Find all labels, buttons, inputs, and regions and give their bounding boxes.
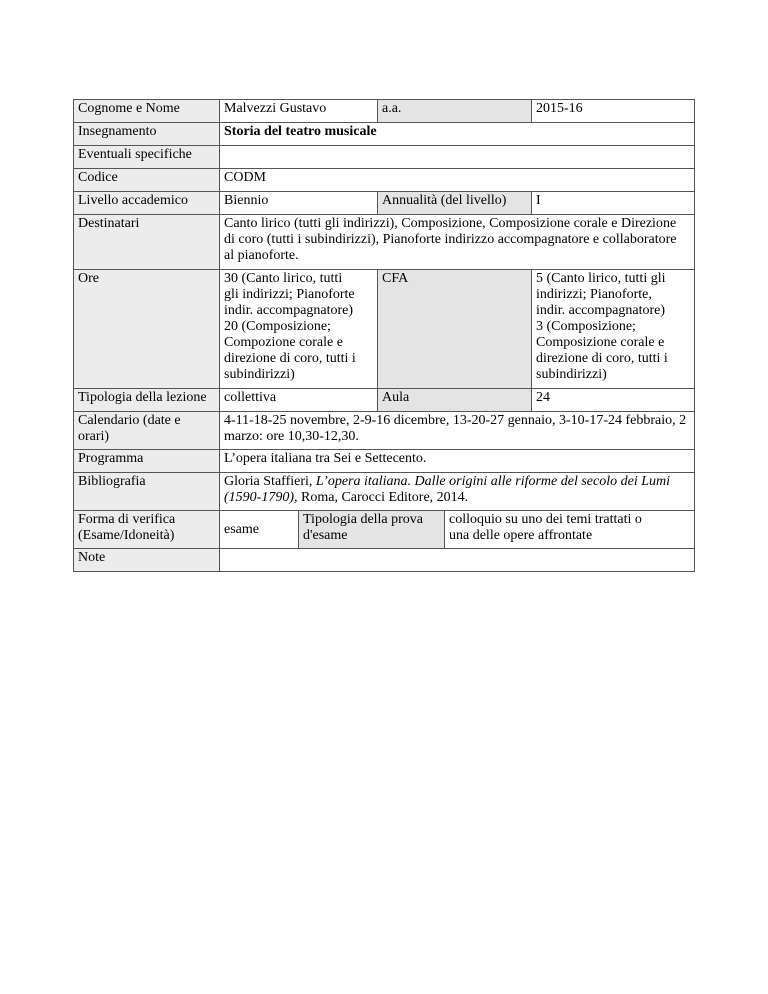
course-info-table (73, 99, 695, 572)
value-destinatari: Canto lirico (tutti gli indirizzi), Composizione, Composizione corale e Direzione di coro (tutti i subindirizzi), Pianoforte indirizzo accompagnatore e collaboratore al pianoforte. (224, 216, 677, 263)
label-codice: Codice (74, 169, 220, 191)
row-programma (73, 450, 695, 473)
value-tipologia: collettiva (224, 390, 277, 405)
label-aa: a.a. (377, 100, 531, 122)
ore-line: 20 (Composizione; (224, 319, 331, 334)
cfa-line: indir. accompagnatore) (536, 303, 666, 318)
cfa-line: subindirizzi) (536, 367, 607, 382)
row-insegnamento (73, 123, 695, 146)
label-note: Note (74, 549, 220, 571)
label-destinatari: Destinatari (74, 215, 220, 269)
row-codice (73, 169, 695, 192)
label-verifica (74, 511, 220, 548)
row-tipologia (73, 389, 695, 412)
value-specifiche (220, 146, 694, 168)
label-cfa: CFA (377, 270, 531, 388)
calendario-label-line: Calendario (date e (78, 413, 181, 428)
value-annualita: I (531, 192, 694, 214)
label-ore: Ore (74, 270, 220, 388)
ore-line: Compozione corale e (224, 335, 343, 350)
label-annualita: Annualità (del livello) (377, 192, 531, 214)
label-nome: Cognome e Nome (74, 100, 220, 122)
ore-line: indir. accompagnatore) (224, 303, 354, 318)
value-nome: Malvezzi Gustavo (224, 101, 327, 116)
prova-line: colloquio su uno dei temi trattati o (449, 512, 642, 527)
ore-line: gli indirizzi; Pianoforte (224, 287, 355, 302)
bib-author: Gloria Staffieri, (224, 474, 316, 489)
prova-label-line: d'esame (303, 528, 348, 543)
value-aula: 24 (531, 389, 694, 411)
row-destinatari (73, 215, 695, 270)
label-tipologia: Tipologia della lezione (74, 389, 220, 411)
value-note (220, 549, 694, 571)
label-programma: Programma (74, 450, 220, 472)
label-bibliografia: Bibliografia (74, 473, 220, 510)
value-codice: CODM (224, 170, 267, 185)
value-programma: L’opera italiana tra Sei e Settecento. (224, 451, 427, 466)
value-insegnamento: Storia del teatro musicale (224, 124, 377, 139)
verifica-label-line: Forma di verifica (78, 512, 176, 527)
prova-label-line: Tipologia della prova (303, 512, 424, 527)
calendario-label-line: orari) (78, 429, 110, 444)
row-verifica (73, 511, 695, 549)
cfa-line: 5 (Canto lirico, tutti gli (536, 271, 666, 286)
cfa-line: direzione di coro, tutti i (536, 351, 668, 366)
row-livello (73, 192, 695, 215)
label-specifiche: Eventuali specifiche (74, 146, 220, 168)
row-bibliografia (73, 473, 695, 511)
bib-publisher: , Roma, Carocci Editore, 2014. (294, 490, 469, 505)
label-aula: Aula (377, 389, 531, 411)
ore-line: subindirizzi) (224, 367, 295, 382)
row-specifiche (73, 146, 695, 169)
row-note (73, 549, 695, 572)
bib-title: L’opera italiana. Dalle origini alle riforme del secolo dei Lumi (1590-1790) (224, 474, 671, 505)
value-bibliografia (220, 473, 694, 510)
value-calendario: 4-11-18-25 novembre, 2-9-16 dicembre, 13-20-27 gennaio, 3-10-17-24 febbraio, 2 marzo: ore 10,30-12,30. (224, 413, 687, 444)
value-livello: Biennio (224, 193, 269, 208)
cfa-line: 3 (Composizione; (536, 319, 636, 334)
value-ore (220, 270, 377, 388)
value-aa: 2015-16 (531, 100, 694, 122)
label-livello: Livello accademico (74, 192, 220, 214)
row-calendario (73, 412, 695, 450)
prova-line: una delle opere affrontate (449, 528, 593, 543)
label-insegnamento: Insegnamento (74, 123, 220, 145)
value-verifica: esame (224, 521, 259, 537)
row-ore (73, 270, 695, 389)
value-cfa (531, 270, 694, 388)
row-nome (73, 99, 695, 123)
cfa-line: indirizzi; Pianoforte, (536, 287, 652, 302)
value-prova (444, 511, 694, 548)
verifica-label-line: (Esame/Idoneità) (78, 528, 175, 543)
cfa-line: Composizione corale e (536, 335, 665, 350)
label-calendario (74, 412, 220, 449)
ore-line: 30 (Canto lirico, tutti (224, 271, 343, 286)
ore-line: direzione di coro, tutti i (224, 351, 356, 366)
label-prova (298, 511, 444, 548)
